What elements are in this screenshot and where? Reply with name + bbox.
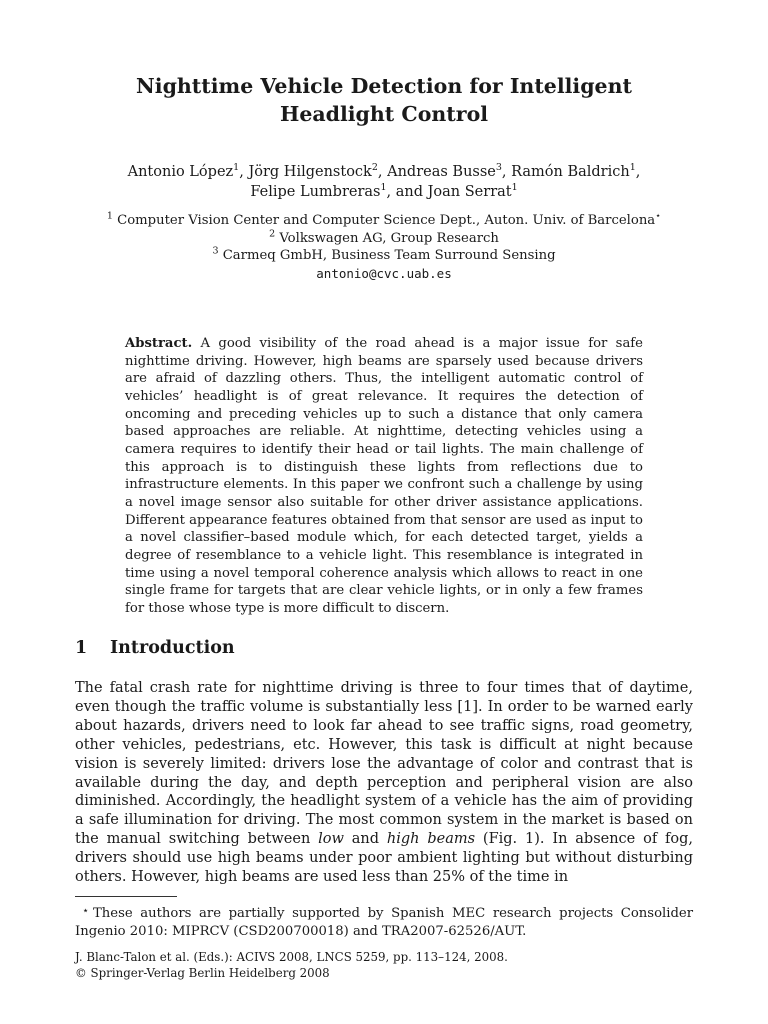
- citation-block: [75, 950, 693, 981]
- emphasis-high-beams: high beams: [386, 831, 476, 848]
- author-name: Joan Serrat: [427, 184, 512, 200]
- emphasis-low: low: [318, 831, 344, 848]
- affiliation-line: $^2$ Volkswagen AG, Group Research: [269, 228, 499, 246]
- abstract: [125, 335, 643, 618]
- author-name: Ramón Baldrich: [511, 164, 630, 180]
- footnote-rule: [75, 896, 177, 897]
- author-list: Antonio López$^1$, Jörg Hilgenstock$^2$, Andreas Busse$^3$, Ramón Baldrich$^1$, Felipe Lumbreras$^1$, and Joan Serrat$^1$: [127, 162, 641, 200]
- footnote: [75, 902, 693, 940]
- footnote-mark: ⋆: [655, 210, 662, 222]
- title-line-2: Headlight Control: [279, 102, 489, 126]
- author-name: Felipe Lumbreras: [250, 184, 381, 200]
- affiliation-mark: 1: [233, 162, 240, 174]
- title-line-1: Nighttime Vehicle Detection for Intelligent: [136, 74, 632, 98]
- section-heading: [75, 636, 235, 660]
- intro-paragraph: The fatal crash rate for nighttime driving is three to four times that of daytime, even though the traffic volume is substantially less [1]. In order to be warned early about hazards, drivers need to look far ahead to see traffic signs, road geometry, other vehicles, pedestrians, etc. However, this task is difficult at night because vision is severely limited: drivers lose the advantage of color and contrast that is available during the day, and depth perception and peripheral vision are also diminished. Accordingly, the headlight system of a vehicle has the aim of providing a safe illumination for driving. The most common system in the market is based on the manual switching between low and high beams (Fig. 1). In absence of fog, drivers should use high beams under poor ambient lighting but without disturbing others. However, high beams are used less than 25% of the time in: [75, 680, 694, 886]
- copyright-icon: ©: [75, 965, 87, 980]
- copyright-line: © Springer-Verlag Berlin Heidelberg 2008: [75, 965, 330, 980]
- author-name: Jörg Hilgenstock: [248, 164, 372, 180]
- contact-email: antonio@cvc.uab.es: [316, 265, 452, 281]
- affiliation-mark: 1: [511, 182, 518, 194]
- footnote-text: These authors are partially supported by Spanish MEC research projects Consolider Ingenio 2010: MIPRCV (CSD200700018) and TRA2007-62526/AUT.: [75, 906, 693, 939]
- author-name: Andreas Busse: [387, 164, 496, 180]
- section-title: Introduction: [110, 638, 235, 658]
- affiliation-mark: 3: [495, 162, 502, 174]
- section-number: 1: [75, 638, 88, 658]
- footnote-mark: ⋆: [82, 904, 89, 917]
- affiliation-mark: 1: [380, 182, 387, 194]
- citation-line: J. Blanc-Talon et al. (Eds.): ACIVS 2008, LNCS 5259, pp. 113–124, 2008.: [75, 950, 508, 964]
- affiliation-mark: 2: [371, 162, 378, 174]
- abstract-label: Abstract.: [125, 336, 193, 351]
- affiliation-mark: 1: [629, 162, 636, 174]
- paper-title: [90, 72, 678, 128]
- affiliation-line: $^3$ Carmeq GmbH, Business Team Surround Sensing: [212, 245, 556, 263]
- abstract-text: A good visibility of the road ahead is a major issue for safe nighttime driving. However, high beams are sparsely used because drivers are afraid of dazzling others. Thus, the intelligent automatic control of vehicles’ headlight is of great relevance. It requires the detection of oncoming and preceding vehicles up to such a distance that only camera based approaches are reliable. At nighttime, detecting vehicles using a camera requires to identify their head or tail lights. The main challenge of this approach is to distinguish these lights from reflections due to infrastructure elements. In this paper we confront such a challenge by using a novel image sensor also suitable for other driver assistance applications. Different appearance features obtained from that sensor are used as input to a novel classifier–based module which, for each detected target, yields a degree of resemblance to a vehicle light. This resemblance is integrated in time using a novel temporal coherence analysis which allows to react in one single frame for targets that are clear vehicle lights, or in only a few frames for those whose type is more difficult to discern.: [125, 336, 643, 616]
- author-name: Antonio López: [127, 164, 234, 180]
- affiliation-line: $^1$ Computer Vision Center and Computer Science Dept., Auton. Univ. of Barcelona⋆: [106, 210, 662, 228]
- affiliations: [50, 212, 718, 282]
